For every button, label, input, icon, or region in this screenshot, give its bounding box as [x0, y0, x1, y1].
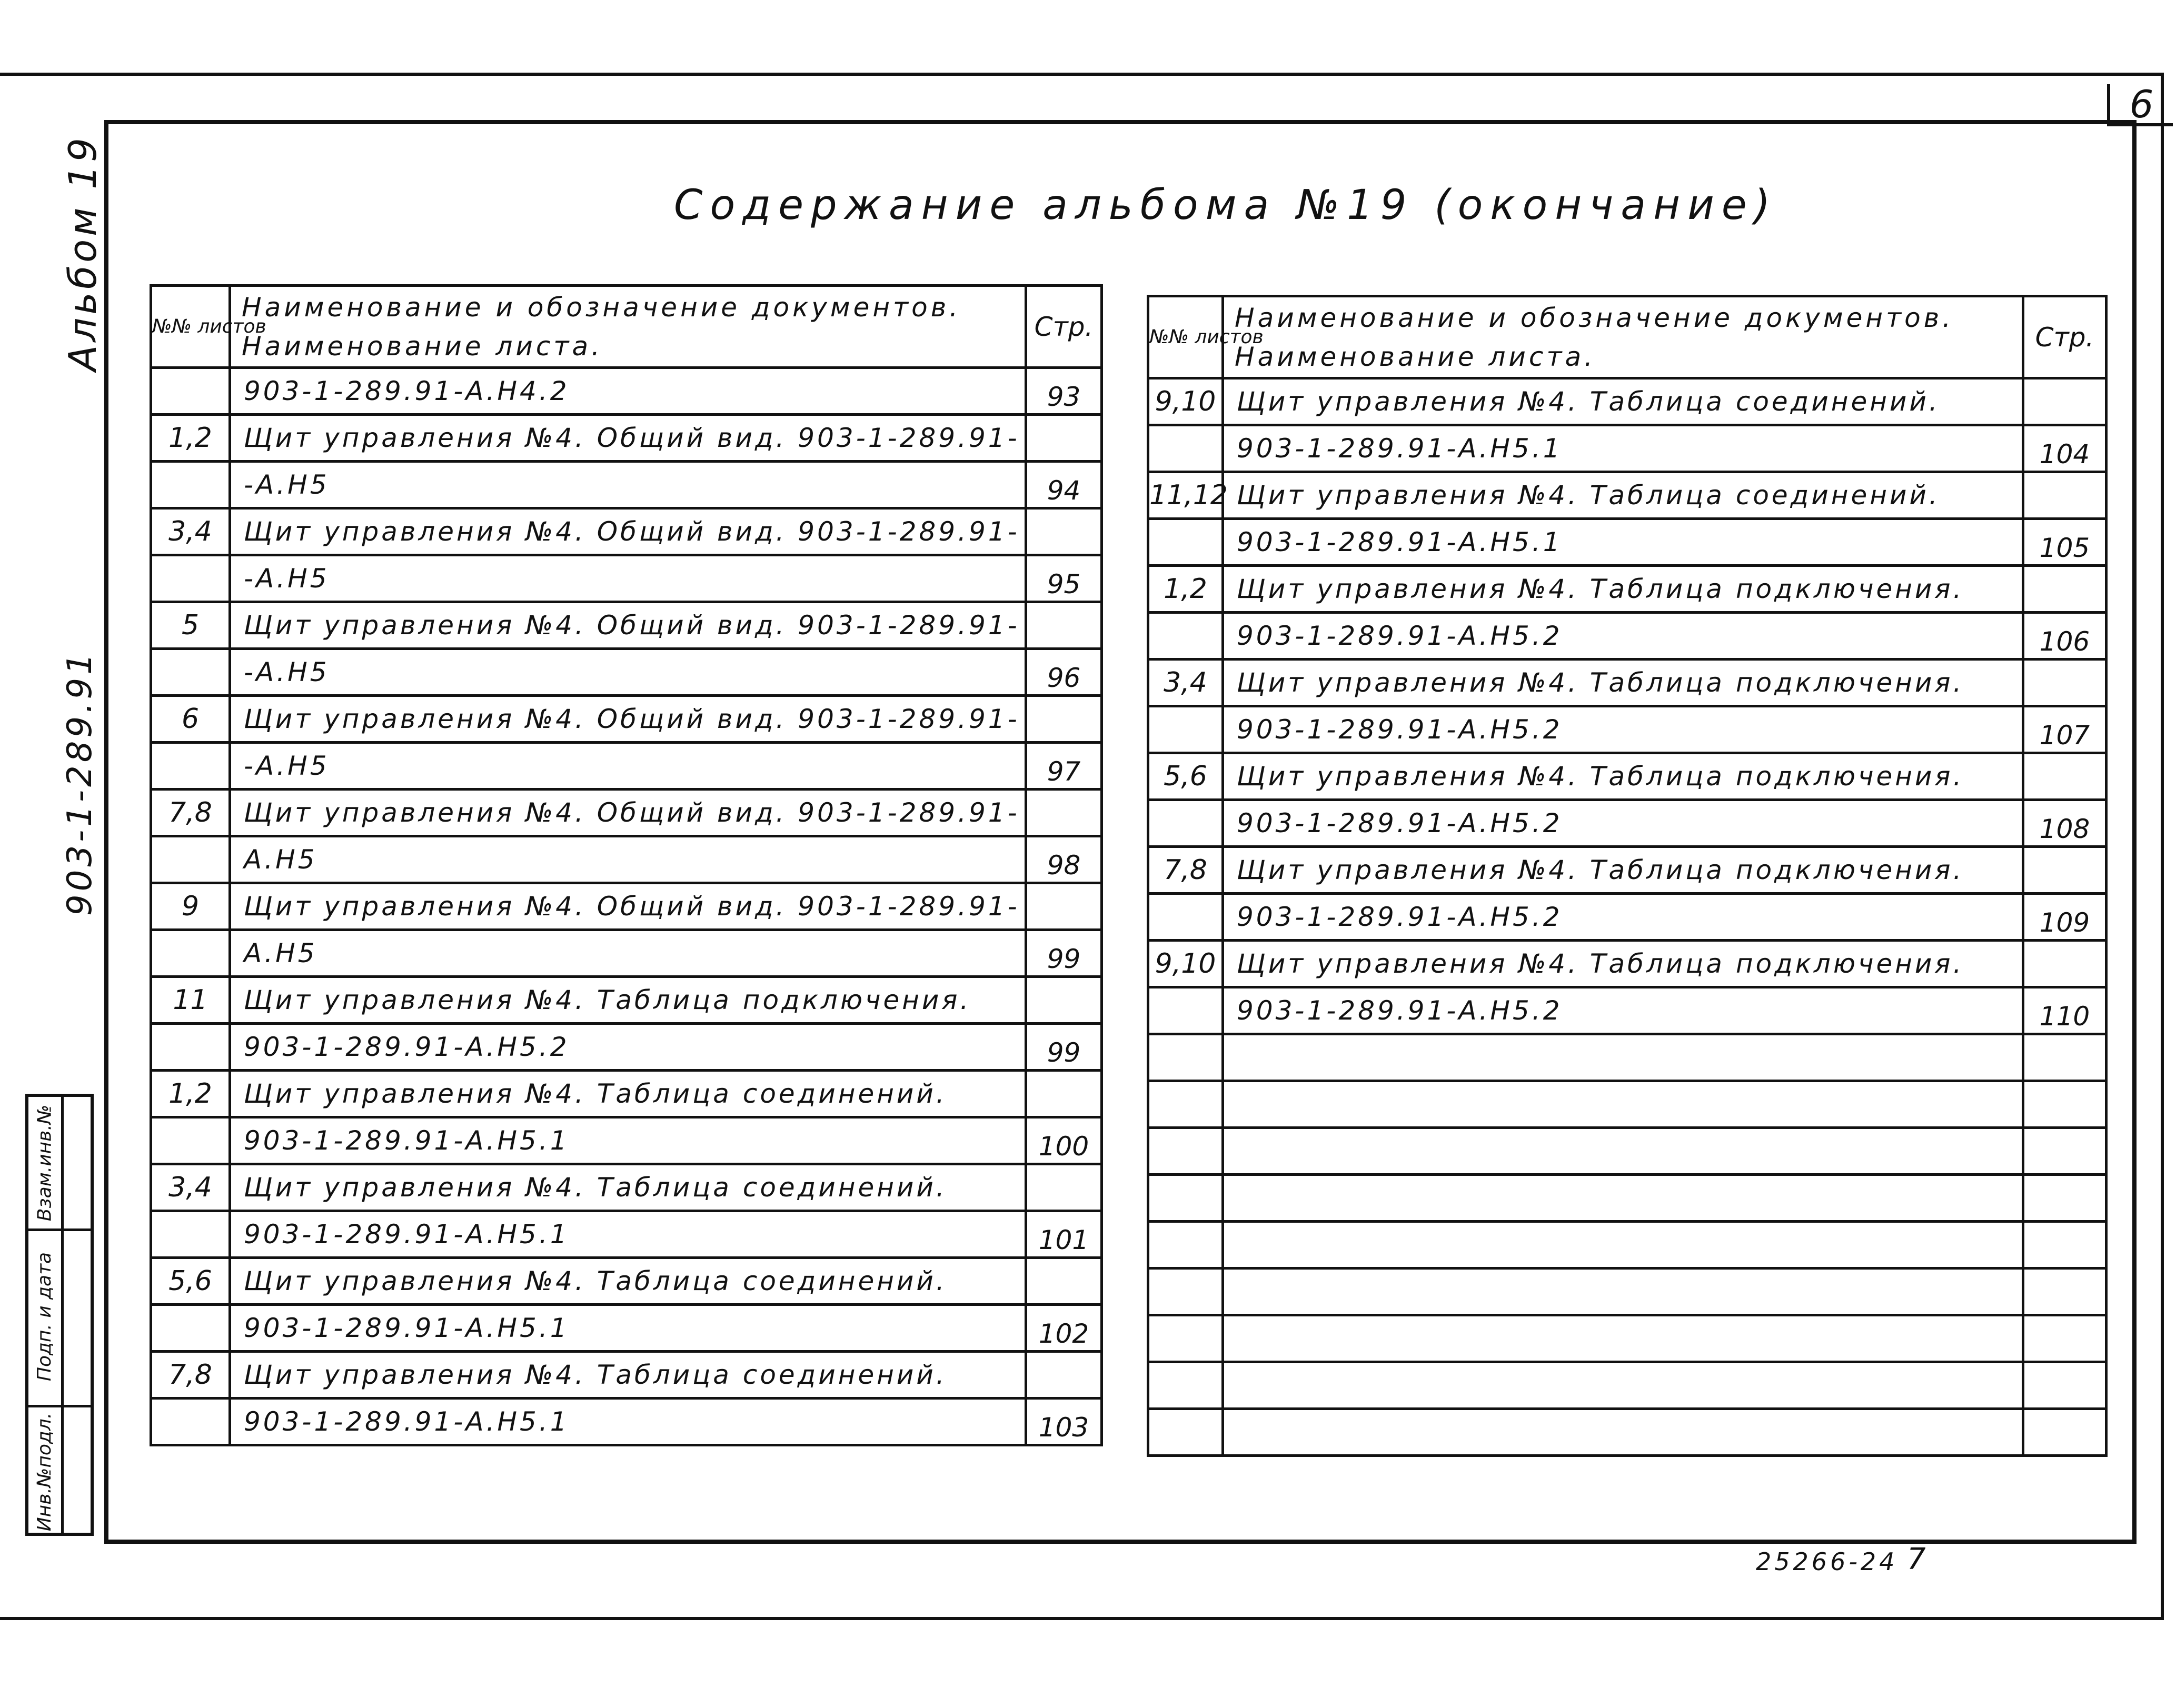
row-document-name	[1223, 1315, 2023, 1362]
row-sheet-numbers	[151, 1305, 230, 1352]
row-document-name	[1223, 1222, 2023, 1268]
row-page-number: 101	[1026, 1211, 1102, 1258]
table-row	[1148, 660, 2107, 706]
row-page-number: 100	[1026, 1117, 1102, 1164]
table-row	[151, 1211, 1102, 1258]
row-sheet-numbers	[151, 930, 230, 977]
row-document-name: Щит управления №4. Таблица соединений.	[230, 1352, 1026, 1399]
row-sheet-numbers	[1148, 1175, 1223, 1222]
stamp-vzam-label: Взам.инв.№	[34, 1104, 56, 1221]
row-page-number: 93	[1026, 368, 1102, 415]
toc-table-right	[1147, 295, 2108, 1457]
row-sheet-numbers	[151, 743, 230, 790]
row-document-name: Щит управления №4. Общий вид. 903-1-289.91-	[230, 883, 1026, 930]
table-row	[151, 368, 1102, 415]
row-page-number	[2023, 941, 2107, 987]
header-name-line2: Наименование листа.	[1235, 341, 1596, 372]
row-page-number	[1026, 977, 1102, 1024]
row-page-number	[1026, 696, 1102, 743]
row-sheet-numbers	[1148, 1034, 1223, 1081]
page-title: Содержание альбома №19 (окончание)	[674, 182, 1778, 229]
table-row	[1148, 894, 2107, 941]
row-page-number	[1026, 508, 1102, 555]
row-document-name: 903-1-289.91-А.Н5.1	[230, 1117, 1026, 1164]
row-page-number: 110	[2023, 987, 2107, 1034]
row-sheet-numbers	[1148, 1362, 1223, 1409]
stamp-inv-cell	[28, 1405, 61, 1539]
row-page-number: 105	[2023, 519, 2107, 566]
row-sheet-numbers: 11	[151, 977, 230, 1024]
row-document-name	[1223, 1409, 2023, 1456]
row-document-name	[1223, 1268, 2023, 1315]
row-sheet-numbers: 3,4	[151, 508, 230, 555]
row-page-number: 102	[1026, 1305, 1102, 1352]
row-document-name: Щит управления №4. Таблица соединений.	[1223, 472, 2023, 519]
footer-page-number: 7	[1907, 1542, 1929, 1576]
row-document-name: -А.Н5	[230, 462, 1026, 508]
row-document-name: Щит управления №4. Таблица подключения.	[1223, 941, 2023, 987]
row-document-name: Щит управления №4. Общий вид. 903-1-289.91-	[230, 790, 1026, 836]
row-page-number	[2023, 1081, 2107, 1128]
table-row	[151, 1071, 1102, 1117]
table-row	[151, 1024, 1102, 1071]
row-sheet-numbers: 1,2	[151, 415, 230, 462]
row-document-name: -А.Н5	[230, 649, 1026, 696]
header-name-line1: Наименование и обозначение документов.	[1235, 302, 1954, 333]
row-document-name: Щит управления №4. Общий вид. 903-1-289.91-	[230, 508, 1026, 555]
row-page-number	[1026, 790, 1102, 836]
row-sheet-numbers: 9,10	[1148, 378, 1223, 425]
side-album-label: Альбом 19	[61, 135, 105, 371]
table-row	[1148, 519, 2107, 566]
table-row	[151, 1164, 1102, 1211]
row-sheet-numbers	[151, 1399, 230, 1445]
row-document-name: 903-1-289.91-А.Н5.1	[1223, 519, 2023, 566]
row-sheet-numbers: 7,8	[151, 790, 230, 836]
row-sheet-numbers	[151, 462, 230, 508]
row-page-number	[2023, 1175, 2107, 1222]
row-document-name: Щит управления №4. Общий вид. 903-1-289.91-	[230, 696, 1026, 743]
table-row	[1148, 1409, 2107, 1456]
row-sheet-numbers	[151, 555, 230, 602]
row-document-name: А.Н5	[230, 930, 1026, 977]
table-row	[1148, 378, 2107, 425]
header-page: Стр.	[1026, 286, 1102, 368]
table-row	[1148, 1315, 2107, 1362]
table-row	[151, 1305, 1102, 1352]
row-sheet-numbers	[1148, 706, 1223, 753]
table-row	[1148, 1268, 2107, 1315]
row-document-name: Щит управления №4. Общий вид. 903-1-289.91-	[230, 415, 1026, 462]
row-sheet-numbers: 9,10	[1148, 941, 1223, 987]
row-document-name: 903-1-289.91-А.Н5.2	[1223, 706, 2023, 753]
row-page-number: 104	[2023, 425, 2107, 472]
row-document-name: 903-1-289.91-А.Н5.2	[1223, 613, 2023, 660]
row-sheet-numbers	[1148, 1081, 1223, 1128]
row-page-number: 97	[1026, 743, 1102, 790]
table-row	[151, 930, 1102, 977]
table-row	[151, 508, 1102, 555]
row-page-number	[2023, 566, 2107, 613]
row-document-name: 903-1-289.91-А.Н5.1	[230, 1399, 1026, 1445]
row-page-number: 109	[2023, 894, 2107, 941]
table-row	[151, 1352, 1102, 1399]
table-row	[1148, 847, 2107, 894]
table-row	[151, 883, 1102, 930]
table-row	[151, 836, 1102, 883]
table-row	[1148, 941, 2107, 987]
row-sheet-numbers: 5,6	[1148, 753, 1223, 800]
row-page-number: 103	[1026, 1399, 1102, 1445]
row-sheet-numbers	[151, 368, 230, 415]
header-page: Стр.	[2023, 296, 2107, 378]
row-document-name: Щит управления №4. Таблица подключения.	[1223, 847, 2023, 894]
row-page-number	[2023, 1409, 2107, 1456]
row-document-name: 903-1-289.91-А.Н5.1	[230, 1305, 1026, 1352]
table-row	[151, 1258, 1102, 1305]
table-row	[1148, 1222, 2107, 1268]
table-row	[151, 1117, 1102, 1164]
table-row	[1148, 987, 2107, 1034]
row-sheet-numbers: 9	[151, 883, 230, 930]
stamp-divider	[61, 1097, 64, 1533]
table-row	[1148, 1034, 2107, 1081]
row-document-name: 903-1-289.91-А.Н5.2	[1223, 800, 2023, 847]
stamp-vzam-cell	[28, 1097, 61, 1228]
table-row	[1148, 472, 2107, 519]
row-sheet-numbers: 1,2	[151, 1071, 230, 1117]
row-sheet-numbers	[1148, 519, 1223, 566]
row-page-number	[2023, 1128, 2107, 1175]
row-sheet-numbers: 7,8	[1148, 847, 1223, 894]
row-document-name: 903-1-289.91-А.Н5.2	[1223, 987, 2023, 1034]
row-sheet-numbers	[151, 836, 230, 883]
table-row	[1148, 706, 2107, 753]
row-page-number	[1026, 1164, 1102, 1211]
table-row	[151, 977, 1102, 1024]
row-page-number	[2023, 753, 2107, 800]
row-sheet-numbers	[151, 1117, 230, 1164]
row-sheet-numbers	[1148, 425, 1223, 472]
row-document-name: Щит управления №4. Таблица соединений.	[230, 1258, 1026, 1305]
row-page-number	[1026, 1352, 1102, 1399]
side-document-code: 903-1-289.91	[61, 650, 100, 916]
table-row	[1148, 613, 2107, 660]
table-row	[151, 555, 1102, 602]
row-document-name: -А.Н5	[230, 555, 1026, 602]
sheet-number: 6	[2107, 84, 2173, 126]
table-row	[151, 790, 1102, 836]
row-sheet-numbers	[151, 1211, 230, 1258]
table-row	[151, 415, 1102, 462]
table-row	[151, 462, 1102, 508]
row-document-name: А.Н5	[230, 836, 1026, 883]
row-sheet-numbers	[1148, 894, 1223, 941]
row-page-number	[2023, 378, 2107, 425]
approval-stamp	[25, 1094, 94, 1536]
row-page-number	[2023, 472, 2107, 519]
row-page-number	[1026, 602, 1102, 649]
row-document-name	[1223, 1175, 2023, 1222]
row-sheet-numbers: 5	[151, 602, 230, 649]
row-page-number	[1026, 883, 1102, 930]
table-row	[1148, 800, 2107, 847]
row-document-name: 903-1-289.91-А.Н5.2	[1223, 894, 2023, 941]
row-document-name	[1223, 1128, 2023, 1175]
row-document-name	[1223, 1081, 2023, 1128]
stamp-inv-label: Инв.№подл.	[34, 1412, 56, 1532]
row-sheet-numbers: 5,6	[151, 1258, 230, 1305]
row-page-number: 99	[1026, 1024, 1102, 1071]
row-page-number: 95	[1026, 555, 1102, 602]
row-sheet-numbers: 11,12	[1148, 472, 1223, 519]
row-document-name: 903-1-289.91-А.Н5.1	[1223, 425, 2023, 472]
footer-code: 25266-24	[1756, 1547, 1898, 1576]
row-page-number: 108	[2023, 800, 2107, 847]
row-sheet-numbers	[1148, 1128, 1223, 1175]
row-sheet-numbers	[1148, 1222, 1223, 1268]
header-name-line1: Наименование и обозначение документов.	[242, 292, 961, 323]
row-page-number: 98	[1026, 836, 1102, 883]
row-page-number	[1026, 1258, 1102, 1305]
table-row	[1148, 1081, 2107, 1128]
table-row	[1148, 1175, 2107, 1222]
header-document-name	[230, 286, 1026, 368]
row-page-number	[2023, 847, 2107, 894]
row-document-name: -А.Н5	[230, 743, 1026, 790]
row-page-number	[2023, 660, 2107, 706]
table-row	[151, 602, 1102, 649]
row-document-name: 903-1-289.91-А.Н4.2	[230, 368, 1026, 415]
row-page-number	[2023, 1362, 2107, 1409]
table-row	[151, 649, 1102, 696]
table-row	[1148, 1362, 2107, 1409]
row-sheet-numbers: 6	[151, 696, 230, 743]
toc-table-left	[150, 284, 1103, 1446]
row-page-number: 96	[1026, 649, 1102, 696]
row-page-number	[2023, 1268, 2107, 1315]
header-sheet-numbers: №№ листов	[151, 286, 230, 368]
row-page-number	[1026, 415, 1102, 462]
row-document-name: Щит управления №4. Общий вид. 903-1-289.91-	[230, 602, 1026, 649]
row-document-name: Щит управления №4. Таблица подключения.	[1223, 753, 2023, 800]
row-page-number	[2023, 1034, 2107, 1081]
row-page-number: 99	[1026, 930, 1102, 977]
row-sheet-numbers: 3,4	[1148, 660, 1223, 706]
row-sheet-numbers	[1148, 1315, 1223, 1362]
row-document-name: Щит управления №4. Таблица соединений.	[1223, 378, 2023, 425]
row-page-number: 94	[1026, 462, 1102, 508]
row-document-name: Щит управления №4. Таблица соединений.	[230, 1071, 1026, 1117]
row-sheet-numbers: 1,2	[1148, 566, 1223, 613]
stamp-podp-cell	[28, 1228, 61, 1405]
row-page-number	[2023, 1315, 2107, 1362]
row-page-number: 107	[2023, 706, 2107, 753]
header-sheet-numbers: №№ листов	[1148, 296, 1223, 378]
row-document-name: Щит управления №4. Таблица подключения.	[230, 977, 1026, 1024]
row-page-number: 106	[2023, 613, 2107, 660]
table-row	[1148, 753, 2107, 800]
row-sheet-numbers: 3,4	[151, 1164, 230, 1211]
row-sheet-numbers	[151, 1024, 230, 1071]
table-row	[151, 1399, 1102, 1445]
table-row	[151, 696, 1102, 743]
row-sheet-numbers	[1148, 800, 1223, 847]
row-sheet-numbers	[1148, 987, 1223, 1034]
table-row	[1148, 1128, 2107, 1175]
header-document-name	[1223, 296, 2023, 378]
row-page-number	[2023, 1222, 2107, 1268]
row-document-name: 903-1-289.91-А.Н5.2	[230, 1024, 1026, 1071]
header-name-line2: Наименование листа.	[242, 331, 603, 362]
row-sheet-numbers	[1148, 1268, 1223, 1315]
table-row	[1148, 566, 2107, 613]
row-sheet-numbers	[1148, 613, 1223, 660]
table-row	[1148, 425, 2107, 472]
row-document-name: Щит управления №4. Таблица соединений.	[230, 1164, 1026, 1211]
row-page-number	[1026, 1071, 1102, 1117]
row-document-name: 903-1-289.91-А.Н5.1	[230, 1211, 1026, 1258]
row-sheet-numbers	[1148, 1409, 1223, 1456]
row-document-name	[1223, 1034, 2023, 1081]
stamp-podp-label: Подп. и дата	[34, 1252, 56, 1382]
row-document-name	[1223, 1362, 2023, 1409]
row-document-name: Щит управления №4. Таблица подключения.	[1223, 660, 2023, 706]
row-sheet-numbers: 7,8	[151, 1352, 230, 1399]
row-document-name: Щит управления №4. Таблица подключения.	[1223, 566, 2023, 613]
row-sheet-numbers	[151, 649, 230, 696]
table-row	[151, 743, 1102, 790]
